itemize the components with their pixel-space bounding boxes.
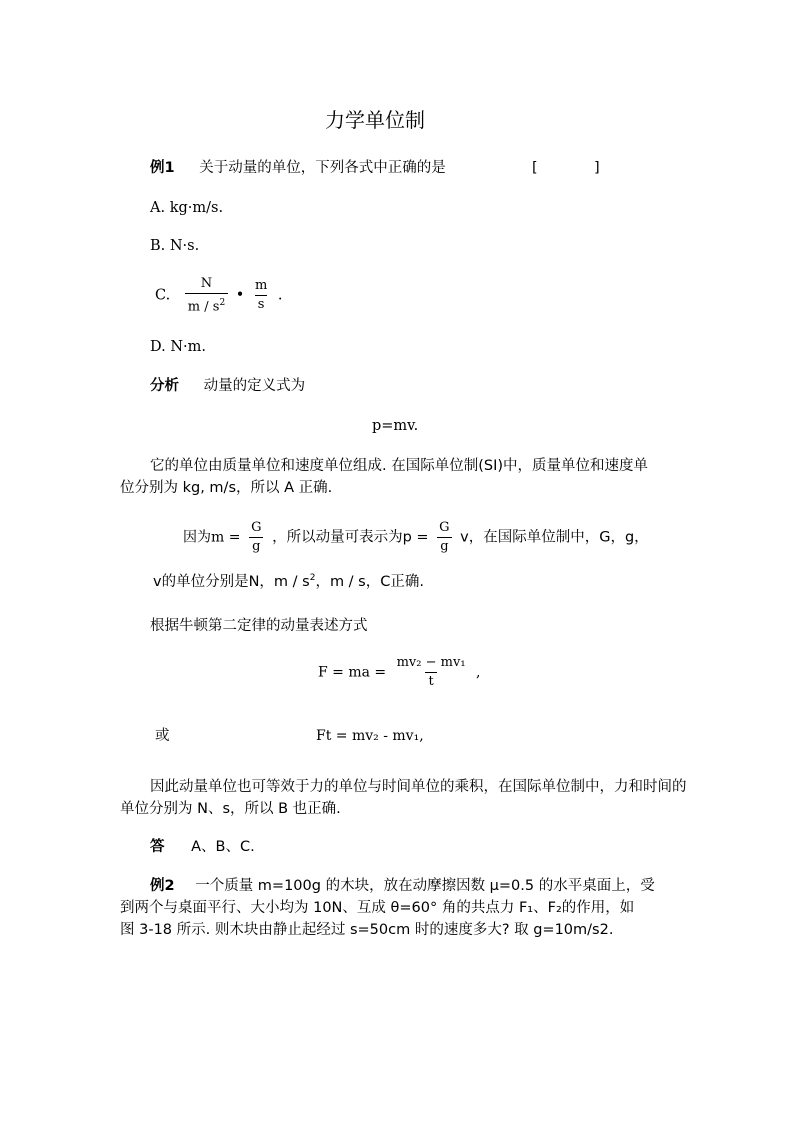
example2-line1: 例2 一个质量 m=100g 的木块，放在动摩擦因数 μ=0.5 的水平桌面上，受 (150, 878, 655, 894)
analysis-para2-line1: 因为m = $\frac{G}{g}$ ，所以动量可表示为p = $\frac{G}{g}$ v，在国际单位制中，G，g， (183, 520, 649, 554)
equation-1: F = ma = $\frac{\text{mv₂ − mv₁}}{t}$ , (318, 655, 481, 689)
page-title: 力学单位制 (325, 108, 425, 132)
answer-text: A、B、C. (191, 839, 255, 855)
option-c-fraction-1 (185, 276, 228, 315)
fraction-numerator: N (200, 276, 213, 291)
equation-2: Ft = mv₂ - mv₁, (316, 728, 424, 744)
answer-bracket-open: [ (532, 160, 538, 176)
analysis-para3-line1: 因此动量单位也可等效于力的单位与时间单位的乘积，在国际单位制中，力和时间的 (150, 779, 687, 795)
example2-line3: 图 3-18 所示. 则木块由静止起经过 s=50cm 时的速度多大? 取 g=10m/s2. (120, 922, 614, 938)
option-a: A. kg·m/s. (150, 200, 224, 216)
multiply-dot: • (235, 287, 245, 304)
newton-intro: 根据牛顿第二定律的动量表述方式 (150, 618, 368, 634)
analysis-label: 分析 (150, 378, 179, 394)
momentum-formula: p=mv. (372, 418, 419, 434)
analysis-para3-line2: 单位分别为 N、s，所以 B 也正确. (120, 801, 341, 817)
option-d: D. N·m. (150, 339, 206, 355)
example2-label: 例2 (150, 878, 175, 894)
option-c (155, 276, 283, 315)
answer-label: 答 (150, 839, 165, 855)
fraction-g-over-g: $\frac{G}{g}$ (251, 520, 262, 554)
analysis-para1-line1: 它的单位由质量单位和速度单位组成. 在国际单位制(SI)中，质量单位和速度单 (150, 458, 649, 474)
example1-question-text: 关于动量的单位，下列各式中正确的是 (199, 160, 446, 176)
example1-label: 例1 (150, 160, 175, 176)
analysis-intro (150, 376, 305, 396)
analysis-para1-line2: 位分别为 kg, m/s，所以 A 正确. (120, 480, 333, 496)
option-c-label: C. (155, 287, 171, 304)
fraction-denominator: s (255, 295, 268, 313)
fraction-numerator: m (254, 278, 268, 294)
option-c-end: . (277, 287, 283, 304)
fraction-g-over-g-2: $\frac{G}{g}$ (439, 520, 450, 554)
equation-1-fraction: $\frac{\text{mv₂ − mv₁}}{t}$ (396, 655, 466, 689)
option-c-fraction-2 (252, 278, 270, 313)
option-b: B. N·s. (150, 238, 200, 254)
answer-bracket-close: ] (594, 160, 600, 176)
answer-line (150, 837, 255, 857)
example1-question (150, 158, 446, 178)
fraction-denominator: m / $s^2$ (185, 293, 228, 315)
analysis-para2-line2: v的单位分别是N，m / $s^2$，m / s，C正确. (153, 573, 424, 590)
example2-line2: 到两个与桌面平行、大小均为 10N、互成 θ=60° 角的共点力 F₁、F₂的作用，如 (120, 900, 635, 916)
or-label: 或 (155, 728, 170, 744)
analysis-intro-text: 动量的定义式为 (203, 378, 306, 394)
